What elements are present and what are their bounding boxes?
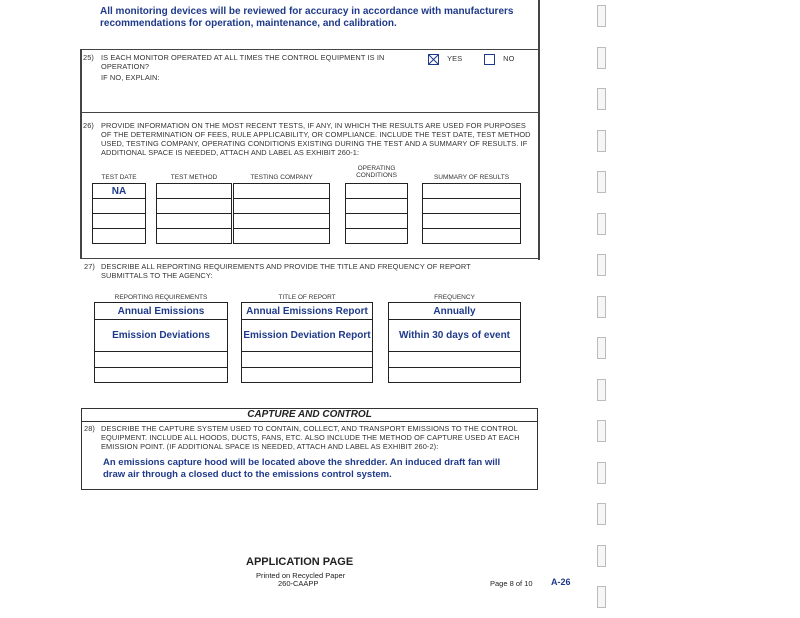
- form-border-left: [80, 49, 82, 259]
- yes-checkbox-checked[interactable]: [428, 54, 439, 65]
- table-cell[interactable]: Annual Emissions: [94, 302, 228, 320]
- footer-recycled: Printed on Recycled Paper: [256, 571, 346, 580]
- table-cell[interactable]: [233, 228, 330, 244]
- column-header: TITLE OF REPORT: [278, 294, 336, 301]
- table-cell[interactable]: [422, 228, 521, 244]
- binder-hole-icon: [597, 47, 606, 69]
- table-cell[interactable]: [156, 228, 232, 244]
- q25-number: 25): [83, 53, 94, 62]
- column-header: REPORTING REQUIREMENTS: [114, 294, 208, 301]
- capture-control-section: [81, 408, 538, 490]
- table-cell[interactable]: NA: [92, 183, 146, 199]
- column-header: TEST DATE: [101, 174, 137, 181]
- table-cell[interactable]: [345, 228, 408, 244]
- binder-hole-icon: [597, 130, 606, 152]
- column-header: SUMMARY OF RESULTS: [433, 174, 510, 181]
- divider: [80, 112, 540, 113]
- q25-question: IS EACH MONITOR OPERATED AT ALL TIMES THE CONTROL EQUIPMENT IS IN OPERATION?: [101, 53, 385, 71]
- footer-page: Page 8 of 10: [490, 579, 533, 588]
- no-label: NO: [503, 54, 515, 64]
- table-cell[interactable]: [241, 351, 373, 368]
- q25-explain-label: IF NO, EXPLAIN:: [101, 73, 160, 82]
- table-cell[interactable]: [388, 367, 521, 383]
- table-cell[interactable]: [241, 367, 373, 383]
- column-header: TESTING COMPANY: [250, 174, 313, 181]
- binder-hole-icon: [597, 586, 606, 608]
- binder-hole-icon: [597, 171, 606, 193]
- footer-exhibit: A-26: [551, 577, 571, 587]
- q25-no[interactable]: [484, 54, 514, 65]
- binder-hole-icon: [597, 88, 606, 110]
- table-cell[interactable]: Emission Deviation Report: [241, 319, 373, 352]
- table-cell[interactable]: Annually: [388, 302, 521, 320]
- binder-hole-icon: [597, 462, 606, 484]
- table-cell[interactable]: [422, 183, 521, 199]
- table-cell[interactable]: [422, 198, 521, 214]
- q25-yes[interactable]: [428, 54, 462, 65]
- table-cell[interactable]: Within 30 days of event: [388, 319, 521, 352]
- table-cell[interactable]: [156, 183, 232, 199]
- table-cell[interactable]: Annual Emissions Report: [241, 302, 373, 320]
- divider: [80, 258, 540, 259]
- table-cell[interactable]: [422, 213, 521, 229]
- column-header: FREQUENCY: [434, 294, 475, 301]
- intro-note: All monitoring devices will be reviewed for accuracy in accordance with manufacturers recommendations for operation, maintenance, and calibration.: [100, 6, 514, 29]
- binder-hole-icon: [597, 379, 606, 401]
- table-cell[interactable]: [233, 183, 330, 199]
- binder-hole-icon: [597, 296, 606, 318]
- binder-hole-icon: [597, 337, 606, 359]
- table-cell[interactable]: Emission Deviations: [94, 319, 228, 352]
- table-cell[interactable]: [345, 198, 408, 214]
- q27-number: 27): [84, 262, 95, 271]
- q26-question: PROVIDE INFORMATION ON THE MOST RECENT TESTS, IF ANY, IN WHICH THE RESULTS ARE USED FOR PURPOSES OF THE DETERMINATION OF FEES, RULE APPLICABILITY, OR COMPLIANCE. INCLUDE THE TEST DATE, TEST METHOD USED, TESTING COMPANY, OPERATING CONDITIONS EXISTING DURING THE TEST AND A SUMMARY OF RESULTS. IF ADDITIONAL SPACE IS NEEDED, ATTACH AND LABEL AS EXHIBIT 260-1:: [101, 121, 531, 157]
- table-cell[interactable]: [94, 351, 228, 368]
- table-cell[interactable]: [156, 213, 232, 229]
- column-header: OPERATING CONDITIONS: [356, 165, 397, 179]
- footer-title: APPLICATION PAGE: [246, 556, 354, 568]
- q28-number: 28): [84, 424, 95, 433]
- q28-question: DESCRIBE THE CAPTURE SYSTEM USED TO CONTAIN, COLLECT, AND TRANSPORT EMISSIONS TO THE CONTROL EQUIPMENT. INCLUDE ALL HOODS, DUCTS, FANS, ETC. ALSO INCLUDE THE METHOD OF CAPTURE USED AT EACH EMISSION POINT. (IF ADDITIONAL SPACE IS NEEDED, ATTACH AND LABEL AS EXHIBIT 260-2):: [101, 424, 520, 451]
- q26-number: 26): [83, 121, 94, 130]
- table-cell[interactable]: [94, 367, 228, 383]
- binder-hole-icon: [597, 254, 606, 276]
- q28-answer[interactable]: An emissions capture hood will be located above the shredder. An induced draft fan will draw air through a closed duct to the emissions control system.: [103, 457, 501, 480]
- table-cell[interactable]: [345, 183, 408, 199]
- q27-question: DESCRIBE ALL REPORTING REQUIREMENTS AND PROVIDE THE TITLE AND FREQUENCY OF REPORT SUBMITTALS TO THE AGENCY:: [101, 262, 471, 280]
- binder-hole-icon: [597, 503, 606, 525]
- binder-hole-icon: [597, 5, 606, 27]
- table-cell[interactable]: [92, 228, 146, 244]
- table-cell[interactable]: [92, 213, 146, 229]
- table-cell[interactable]: [388, 351, 521, 368]
- table-cell[interactable]: [233, 198, 330, 214]
- table-cell[interactable]: [345, 213, 408, 229]
- no-checkbox[interactable]: [484, 54, 495, 65]
- table-cell[interactable]: [233, 213, 330, 229]
- table-cell[interactable]: [92, 198, 146, 214]
- column-header: TEST METHOD: [170, 174, 218, 181]
- form-border-right: [538, 0, 540, 260]
- footer-form-code: 260-CAAPP: [278, 579, 319, 588]
- binder-hole-icon: [597, 213, 606, 235]
- section-title: CAPTURE AND CONTROL: [82, 409, 537, 422]
- binder-hole-icon: [597, 420, 606, 442]
- divider: [80, 49, 540, 50]
- table-cell[interactable]: [156, 198, 232, 214]
- yes-label: YES: [447, 54, 463, 64]
- binder-hole-icon: [597, 545, 606, 567]
